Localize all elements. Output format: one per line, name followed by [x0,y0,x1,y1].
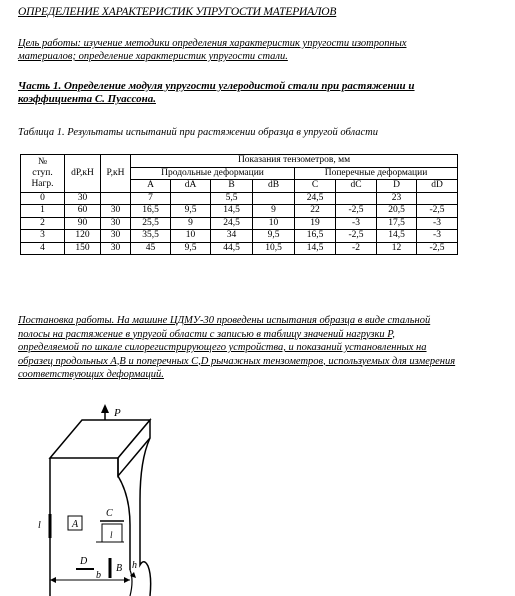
specimen-notch [130,570,132,596]
table-cell: 3 [21,230,65,243]
table-body [21,192,458,255]
table-cell: 9 [171,217,211,230]
header-c: C [295,180,336,193]
table-cell: 14,5 [211,205,253,218]
header-step-line: ступ. [32,167,53,178]
table-cell: 34 [211,230,253,243]
table-cell: 30 [101,217,131,230]
table-cell: -2,5 [336,230,377,243]
label-d: D [80,556,88,567]
header-step-line: № [37,156,48,167]
label-a: A [72,519,79,530]
table-cell: -3 [417,230,458,243]
header-a: A [131,180,171,193]
table-cell: 14,5 [295,242,336,255]
goal-line: Цель работы: изучение методики определения характеристик упругости изотропных [18,38,407,49]
table-cell: 16,5 [131,205,171,218]
table-cell: 4 [21,242,65,255]
table-cell: 30 [101,230,131,243]
label-h: h [132,560,137,571]
header-transverse: Поперечные деформации [295,167,458,180]
goal-text [18,37,458,63]
task-line: соответствующих деформаций. [18,369,164,380]
label-b-width: b [96,570,101,581]
table-cell: 16,5 [295,230,336,243]
label-l-mid: l [110,530,113,540]
table-cell: 7 [131,192,171,205]
table-cell: 9,5 [253,230,295,243]
header-da: dA [171,180,211,193]
table-cell: 30 [65,192,101,205]
header-longitudinal: Продольные деформации [131,167,295,180]
table-cell: 30 [101,205,131,218]
table-cell: 0 [21,192,65,205]
task-line: полосы на растяжение в упругой области с записью в таблицу значений нагрузки P, [18,328,395,340]
header-tensometers: Показания тензометров, мм [131,155,458,168]
header-d: D [377,180,417,193]
table-cell: 45 [131,242,171,255]
table-row [21,205,458,218]
table-cell: 120 [65,230,101,243]
table-cell: 10 [171,230,211,243]
task-line: образец продольных A,B и поперечных C,D рычажных тензометров, используемых для измерения [18,355,456,367]
table-cell: -2,5 [417,242,458,255]
table-cell: 25,5 [131,217,171,230]
table-cell [336,192,377,205]
label-p: P [114,407,121,419]
label-b-gauge: B [116,563,123,574]
table-cell [417,192,458,205]
table-cell: 23 [377,192,417,205]
load-arrow-head [101,404,109,413]
table-row [21,192,458,205]
table-cell [171,192,211,205]
table-cell [101,192,131,205]
label-c: C [106,508,113,519]
table-row [21,217,458,230]
task-text [18,314,488,382]
table-cell: 44,5 [211,242,253,255]
dim-b-arrow-right [124,577,130,583]
table-cell: 30 [101,242,131,255]
task-line: Постановка работы. На машине ЦДМУ-30 проведены испытания образца в виде стальной [18,315,431,326]
label-l-left: l [38,520,41,531]
header-dd: dD [417,180,458,193]
page-title: ОПРЕДЕЛЕНИЕ ХАРАКТЕРИСТИК УПРУГОСТИ МАТЕРИАЛОВ [18,6,337,18]
table-cell: 14,5 [377,230,417,243]
table-cell: 24,5 [211,217,253,230]
header-step [21,155,65,193]
table-cell: 35,5 [131,230,171,243]
table-cell: -3 [336,217,377,230]
table-cell: 24,5 [295,192,336,205]
results-table [20,154,458,255]
specimen-thickness-edge [140,438,151,596]
table-cell: 10,5 [253,242,295,255]
table-cell: 150 [65,242,101,255]
table-cell: 9 [253,205,295,218]
part-heading [18,80,478,106]
specimen-figure [30,400,180,596]
table-cell: -3 [417,217,458,230]
table-cell [253,192,295,205]
table-row [21,242,458,255]
table-cell: 12 [377,242,417,255]
table-cell: -2,5 [336,205,377,218]
table-cell: -2 [336,242,377,255]
table-cell: 1 [21,205,65,218]
table-cell: 20,5 [377,205,417,218]
table-row [21,230,458,243]
goal-line: материалов; определение характеристик упругости стали. [18,51,288,62]
table-cell: -2,5 [417,205,458,218]
table-cell: 90 [65,217,101,230]
table-cell: 9,5 [171,205,211,218]
dim-b-arrow-left [50,577,56,583]
header-dp: dP,кН [65,155,101,193]
header-p: P,кН [101,155,131,193]
table-cell: 17,5 [377,217,417,230]
table-cell: 5,5 [211,192,253,205]
header-b: B [211,180,253,193]
header-db: dB [253,180,295,193]
table-cell: 2 [21,217,65,230]
table-cell: 9,5 [171,242,211,255]
task-line: определяемой по шкале силорегистрирующего устройства, и показаний установленных на [18,342,427,353]
header-step-line: Нагр. [31,178,54,189]
header-dc: dC [336,180,377,193]
table-cell: 10 [253,217,295,230]
table-cell: 60 [65,205,101,218]
part-line: коэффициента С. Пуассона. [18,93,156,105]
table-caption: Таблица 1. Результаты испытаний при растяжении образца в упругой области [18,127,378,138]
table-cell: 22 [295,205,336,218]
table-cell: 19 [295,217,336,230]
part-line: Часть 1. Определение модуля упругости углеродистой стали при растяжении и [18,80,415,92]
